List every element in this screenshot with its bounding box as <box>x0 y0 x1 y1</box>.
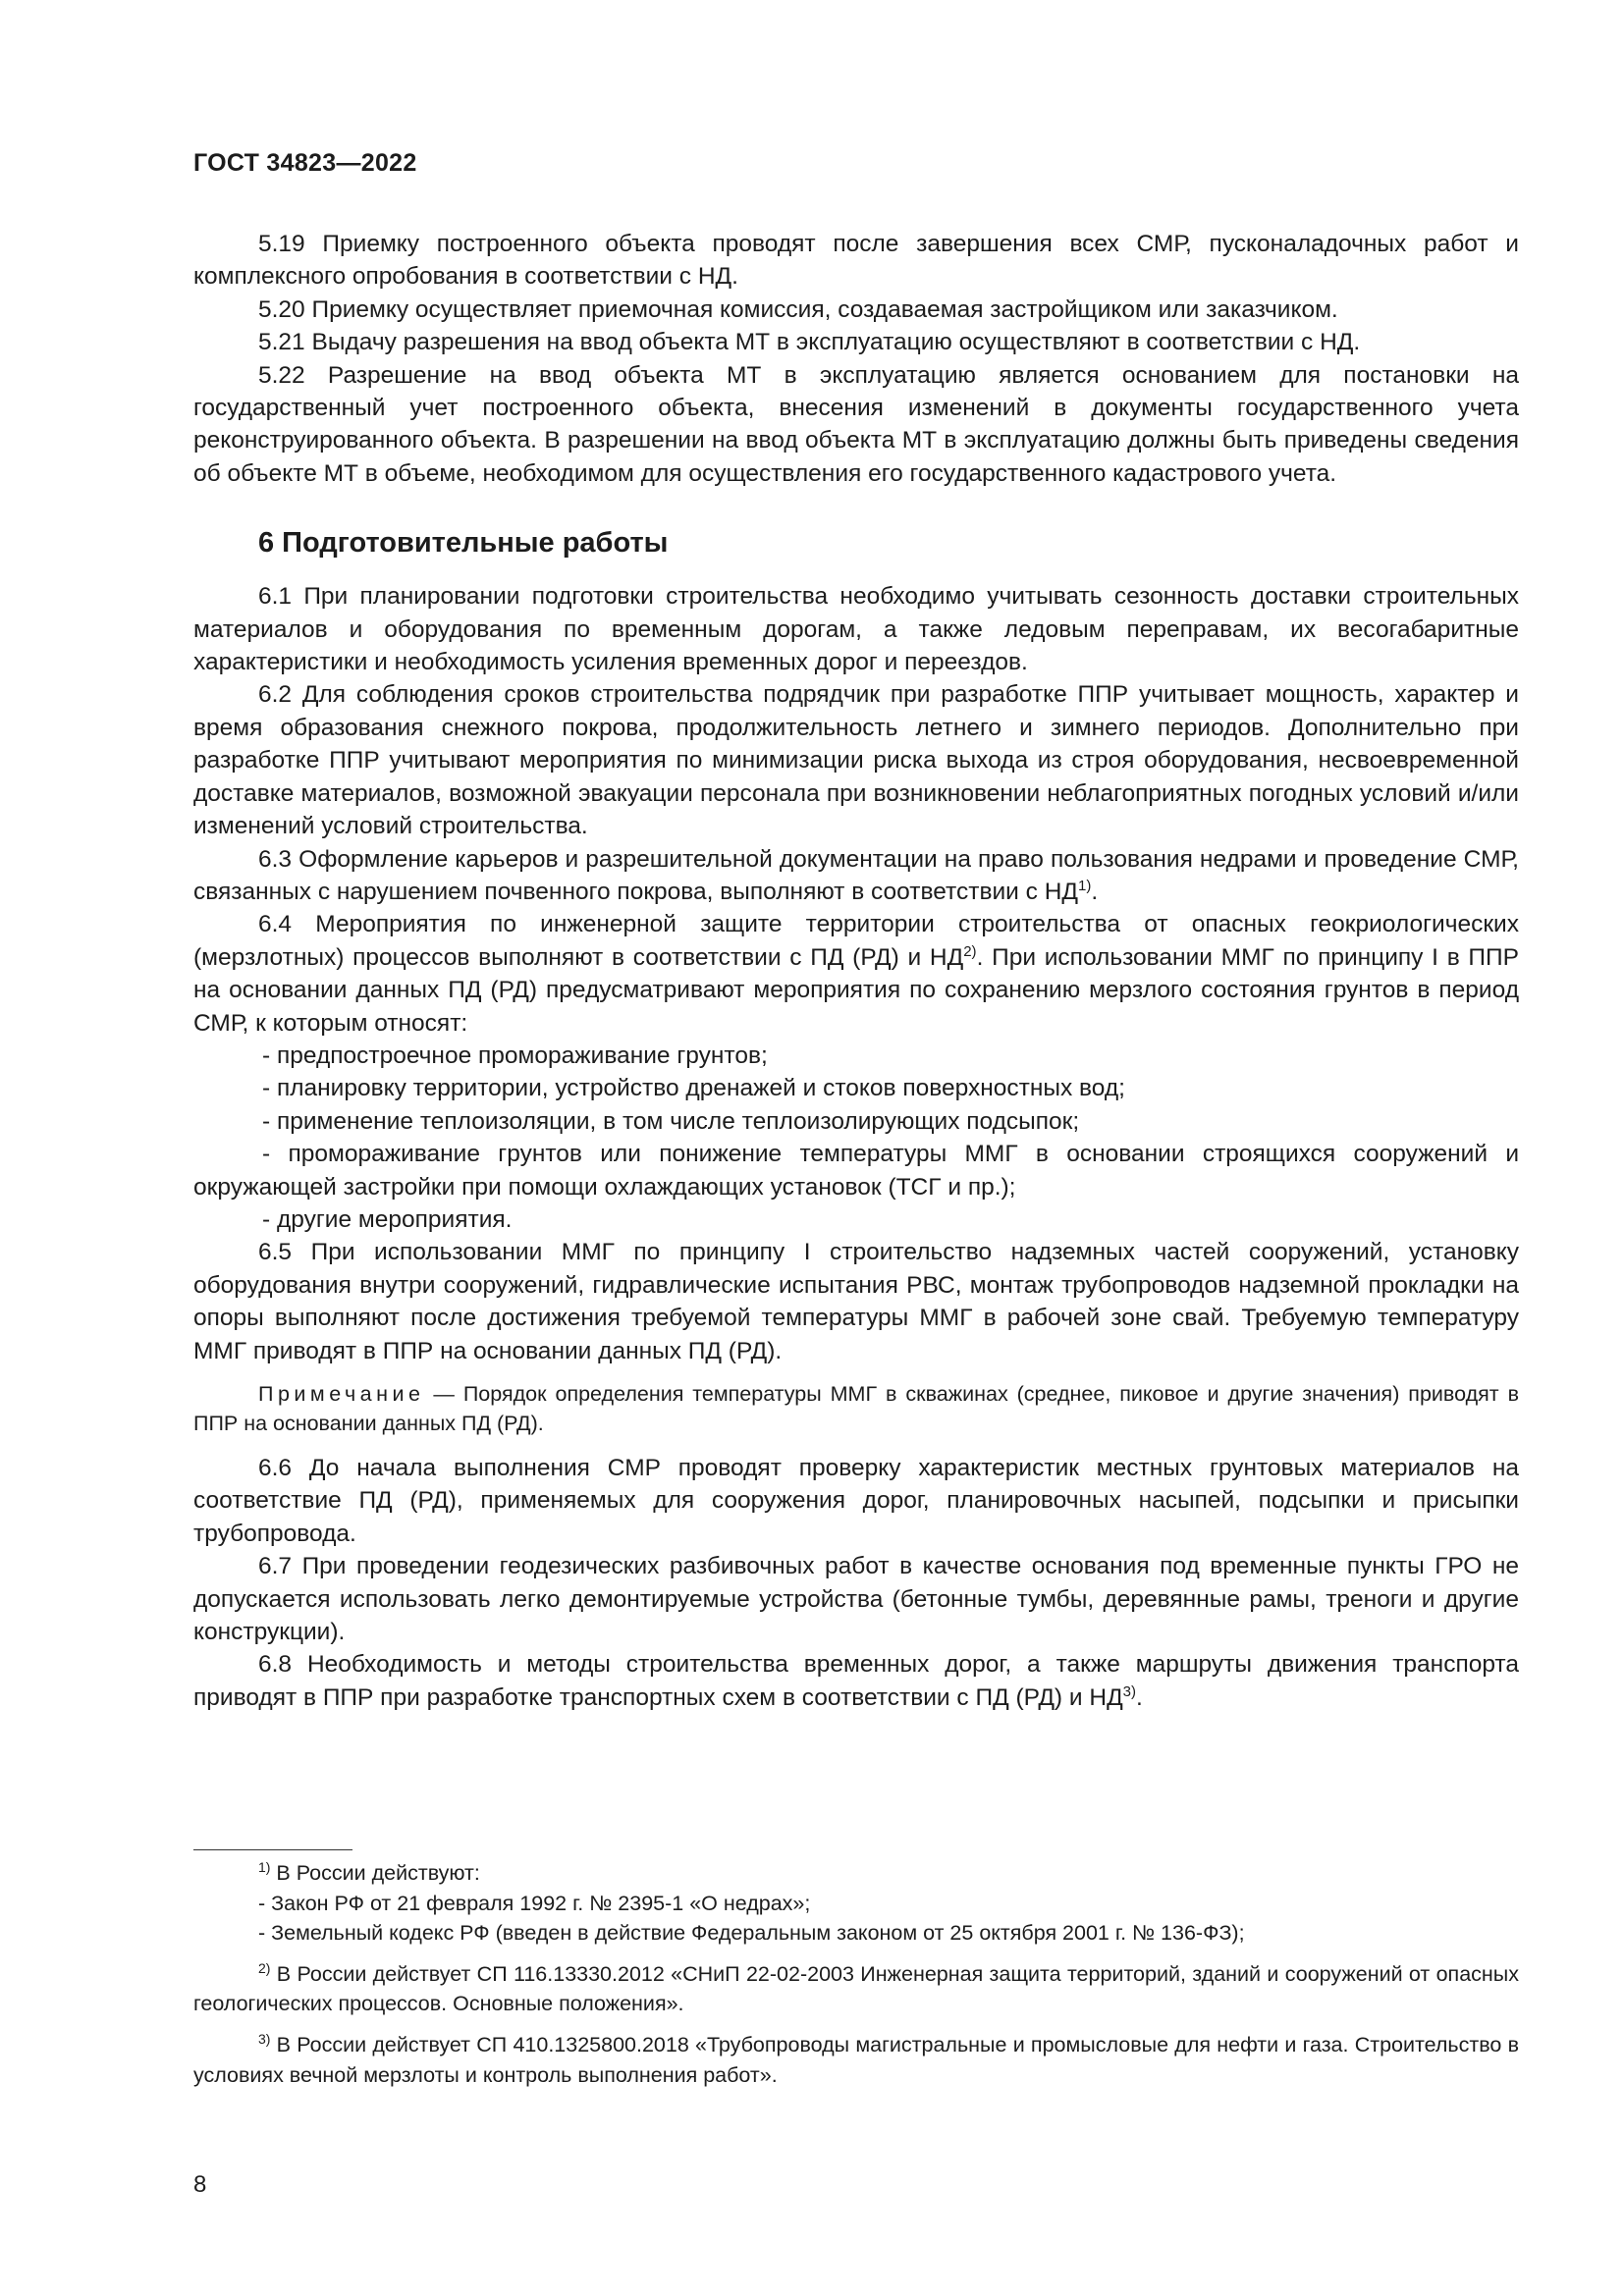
footnote-1-mark: 1) <box>258 1858 271 1875</box>
paragraph-6-4-text-b: . При использовании ММГ по принципу I в ППР на основании данных ПД (РД) предусматривают мероприятия по сохранению мерзлого состояния грунтов в период СМР, к которым относят: <box>193 943 1519 1037</box>
list-item: - предпостроечное промораживание грунтов; <box>262 1041 768 1069</box>
paragraph-6-4 <box>193 908 1519 1040</box>
note-label: Примечание <box>258 1382 425 1406</box>
footnote-divider <box>193 1849 352 1850</box>
list-item: - планировку территории, устройство дренажей и стоков поверхностных вод; <box>262 1075 1125 1102</box>
document-header: ГОСТ 34823—2022 <box>193 149 417 177</box>
footnote-2-mark: 2) <box>258 1959 271 1976</box>
paragraph-6-1: 6.1 При планировании подготовки строительства необходимо учитывать сезонность доставки строительных материалов и оборудования по временным дорогам, а также ледовым переправам, их весогабаритные характеристики и необходимость усиления временных дорог и переездов. <box>193 583 1519 676</box>
footnote-3-mark: 3) <box>258 2030 271 2047</box>
list-item: - другие мероприятия. <box>262 1205 513 1233</box>
paragraph-6-2: 6.2 Для соблюдения сроков строительства подрядчик при разработке ППР учитывает мощность, характер и время образования снежного покрова, продолжительность летнего и зимнего периодов. Дополнительно при разработке ППР учитывают мероприятия по минимизации риска выхода из строя оборудования, несвоевременной доставке материалов, возможной эвакуации персонала при возникновении неблагоприятных погодных условий и/или изменений условий строительства. <box>193 681 1519 840</box>
paragraph-5-19: 5.19 Приемку построенного объекта проводят после завершения всех СМР, пусконаладочных работ и комплексного опробования в соответствии с НД. <box>193 231 1519 291</box>
footnote-3 <box>193 2030 1519 2090</box>
footnote-2 <box>193 1959 1519 2019</box>
paragraph-5-22: 5.22 Разрешение на ввод объекта МТ в эксплуатацию является основанием для постановки на государственный учет построенного объекта, внесения изменений в документы государственного учета реконструированного объекта. В разрешении на ввод объекта МТ в эксплуатацию должны быть приведены сведения об объекте МТ в объеме, необходимом для осуществления его государственного кадастрового учета. <box>193 361 1519 487</box>
paragraph-6-6: 6.6 До начала выполнения СМР проводят проверку характеристик местных грунтовых материалов на соответствие ПД (РД), применяемых для сооружения дорог, планировочных насыпей, подсыпки и присыпки трубопровода. <box>193 1455 1519 1547</box>
list-item: - промораживание грунтов или понижение температуры ММГ в основании строящихся сооружений и окружающей застройки при помощи охлаждающих установок (ТСГ и пр.); <box>193 1141 1519 1201</box>
footnote-1-item: - Земельный кодекс РФ (введен в действие Федеральным законом от 25 октября 2001 г. № 136-ФЗ); <box>258 1921 1245 1946</box>
footnotes <box>193 1858 1519 2090</box>
paragraph-6-5: 6.5 При использовании ММГ по принципу I строительство надземных частей сооружений, установку оборудования внутри сооружений, гидравлические испытания РВС, монтаж трубопроводов надземной прокладки на опоры выполняют после достижения требуемой температуры ММГ в рабочей зоне свай. Требуемую температуру ММГ приводят в ППР на основании данных ПД (РД). <box>193 1239 1519 1364</box>
list-item: - применение теплоизоляции, в том числе теплоизолирующих подсыпок; <box>262 1107 1080 1135</box>
footnote-2-text: В России действует СП 116.13330.2012 «СНиП 22-02-2003 Инженерная защита территорий, зданий и сооружений от опасных геологических процессов. Основные положения». <box>193 1961 1519 2016</box>
paragraph-5-21: 5.21 Выдачу разрешения на ввод объекта МТ в эксплуатацию осуществляют в соответствии с НД. <box>258 329 1361 356</box>
paragraph-6-3-end: . <box>1091 878 1099 905</box>
paragraph-6-4-text-a: 6.4 Мероприятия по инженерной защите территории строительства от опасных геокриологических (мерзлотных) процессов выполняют в соответствии с ПД (РД) и НД <box>193 911 1519 971</box>
footnote-ref-3: 3) <box>1122 1682 1137 1700</box>
paragraph-6-8 <box>193 1648 1519 1714</box>
paragraph-6-3-text: 6.3 Оформление карьеров и разрешительной документации на право пользования недрами и проведение СМР, связанных с нарушением почвенного покрова, выполняют в соответствии с НД <box>193 845 1519 905</box>
footnote-ref-2: 2) <box>963 942 977 960</box>
paragraph-6-7: 6.7 При проведении геодезических разбивочных работ в качестве основания под временные пункты ГРО не допускается использовать легко демонтируемые устройства (бетонные тумбы, деревянные рамы, треноги и другие конструкции). <box>193 1553 1519 1646</box>
note-text: — Порядок определения температуры ММГ в скважинах (среднее, пиковое и другие значения) приводят в ППР на основании данных ПД (РД). <box>193 1382 1519 1435</box>
footnote-1-text: В России действуют: <box>270 1861 480 1885</box>
footnote-1 <box>193 1858 1519 1889</box>
paragraph-6-8-text: 6.8 Необходимость и методы строительства временных дорог, а также маршруты движения транспорта приводят в ППР при разработке транспортных схем в соответствии с ПД (РД) и НД <box>193 1651 1519 1711</box>
paragraph-5-20: 5.20 Приемку осуществляет приемочная комиссия, создаваемая застройщиком или заказчиком. <box>258 295 1338 323</box>
footnote-3-text: В России действует СП 410.1325800.2018 «Трубопроводы магистральные и промысловые для нефти и газа. Строительство в условиях вечной мерзлоты и контроль выполнения работ». <box>193 2032 1519 2087</box>
footnote-1-item: - Закон РФ от 21 февраля 1992 г. № 2395-1 «О недрах»; <box>258 1891 811 1915</box>
footnote-ref-1: 1) <box>1078 877 1092 894</box>
note <box>193 1379 1519 1438</box>
paragraph-6-3 <box>193 843 1519 909</box>
section-6-heading: 6 Подготовительные работы <box>258 527 669 560</box>
page-number: 8 <box>193 2171 207 2198</box>
paragraph-6-8-end: . <box>1136 1683 1143 1711</box>
main-content <box>193 228 1519 1714</box>
